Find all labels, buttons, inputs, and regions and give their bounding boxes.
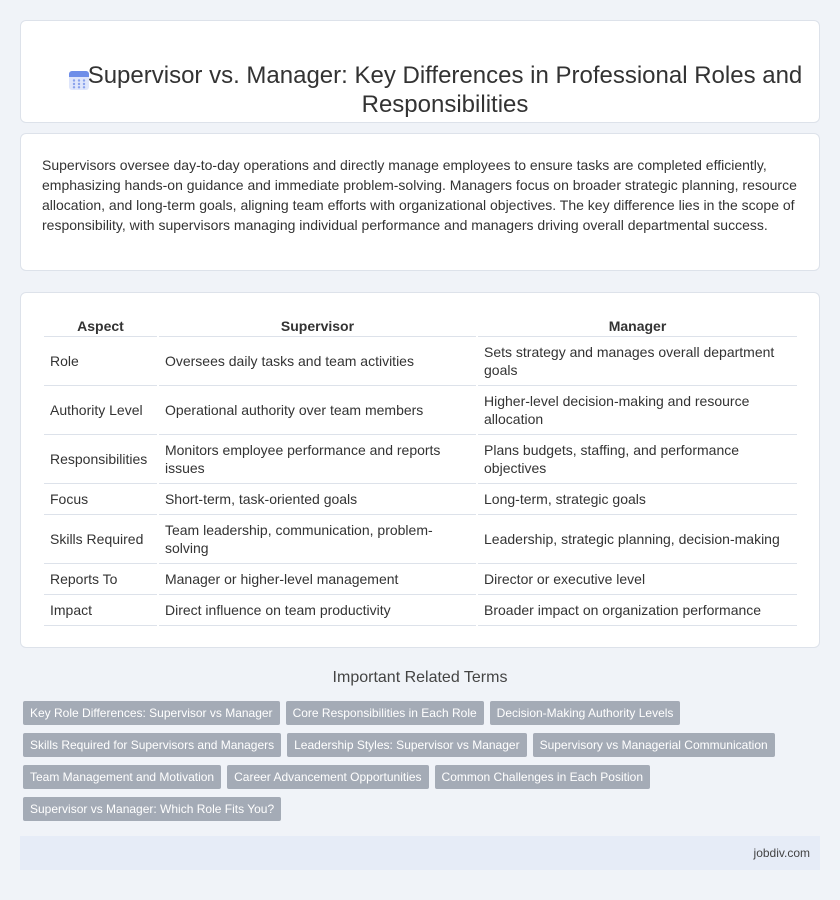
supervisor-cell: Direct influence on team productivity — [159, 595, 476, 626]
intro-paragraph: Supervisors oversee day-to-day operations and directly manage employees to ensure tasks are completed efficiently, emphasizing hands-on guidance and immediate problem-solving. Managers focus on broader strategic planning, resource allocation, and long-term goals, aligning team efforts with organizational objectives. The key difference lies in the scope of responsibility, with supervisors managing individual performance and managers driving overall departmental success. — [42, 157, 797, 233]
tag-skills-required[interactable]: Skills Required for Supervisors and Managers — [23, 733, 281, 757]
manager-cell: Higher-level decision-making and resource allocation — [478, 386, 797, 435]
aspect-cell: Impact — [44, 595, 157, 626]
tag-key-role-differences[interactable]: Key Role Differences: Supervisor vs Manager — [23, 701, 280, 725]
manager-cell: Long-term, strategic goals — [478, 484, 797, 515]
aspect-cell: Authority Level — [44, 386, 157, 435]
intro-card — [20, 133, 820, 271]
table-row — [44, 595, 797, 626]
supervisor-cell: Oversees daily tasks and team activities — [159, 337, 476, 386]
header-manager: Manager — [478, 314, 797, 337]
manager-cell: Director or executive level — [478, 564, 797, 595]
manager-cell: Plans budgets, staffing, and performance objectives — [478, 435, 797, 484]
related-terms-heading: Important Related Terms — [332, 669, 508, 686]
table-row — [44, 435, 797, 484]
manager-cell: Leadership, strategic planning, decision-making — [478, 515, 797, 564]
table-row — [44, 515, 797, 564]
tag-common-challenges[interactable]: Common Challenges in Each Position — [435, 765, 650, 789]
tag-career-advancement[interactable]: Career Advancement Opportunities — [227, 765, 428, 789]
table-row — [44, 337, 797, 386]
header-supervisor: Supervisor — [159, 314, 476, 337]
supervisor-cell: Manager or higher-level management — [159, 564, 476, 595]
header-aspect: Aspect — [44, 314, 157, 337]
tag-row — [23, 797, 813, 829]
table-row — [44, 564, 797, 595]
supervisor-cell: Monitors employee performance and reports issues — [159, 435, 476, 484]
manager-cell: Broader impact on organization performance — [478, 595, 797, 626]
aspect-cell: Role — [44, 337, 157, 386]
tag-decision-making-authority[interactable]: Decision-Making Authority Levels — [490, 701, 681, 725]
aspect-cell: Skills Required — [44, 515, 157, 564]
comparison-table-card — [20, 292, 820, 648]
tag-which-role-fits[interactable]: Supervisor vs Manager: Which Role Fits You? — [23, 797, 281, 821]
related-terms-tags — [23, 701, 813, 829]
supervisor-cell: Team leadership, communication, problem-solving — [159, 515, 476, 564]
supervisor-cell: Operational authority over team members — [159, 386, 476, 435]
aspect-cell: Reports To — [44, 564, 157, 595]
aspect-cell: Focus — [44, 484, 157, 515]
comparison-table — [42, 314, 799, 626]
tag-row — [23, 765, 813, 797]
manager-cell: Sets strategy and manages overall department goals — [478, 337, 797, 386]
footer — [20, 836, 820, 870]
table-row — [44, 386, 797, 435]
tag-row — [23, 701, 813, 733]
title-card — [20, 20, 820, 123]
tag-communication[interactable]: Supervisory vs Managerial Communication — [533, 733, 775, 757]
footer-site-link[interactable]: jobdiv.com — [753, 846, 810, 860]
tag-team-management[interactable]: Team Management and Motivation — [23, 765, 221, 789]
aspect-cell: Responsibilities — [44, 435, 157, 484]
table-row — [44, 484, 797, 515]
supervisor-cell: Short-term, task-oriented goals — [159, 484, 476, 515]
tag-core-responsibilities[interactable]: Core Responsibilities in Each Role — [286, 701, 484, 725]
table-header-row — [44, 314, 797, 337]
page-title: Supervisor vs. Manager: Key Differences in Professional Roles and Responsibilities — [87, 62, 803, 118]
tag-row — [23, 733, 813, 765]
tag-leadership-styles[interactable]: Leadership Styles: Supervisor vs Manager — [287, 733, 526, 757]
